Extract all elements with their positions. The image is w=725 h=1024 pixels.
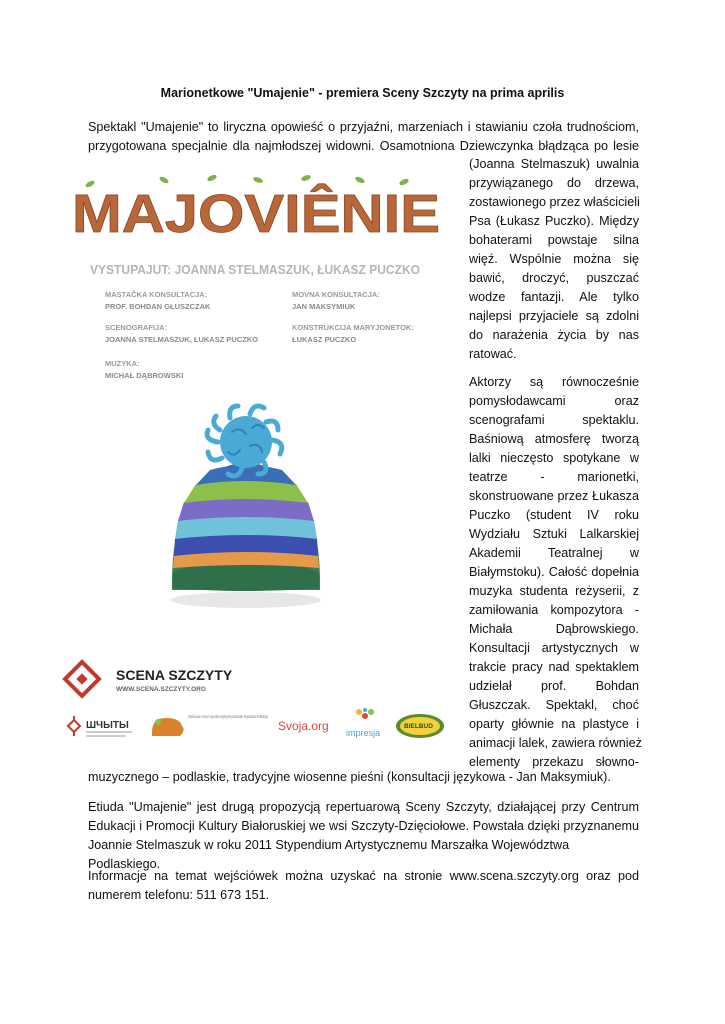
scena-url: WWW.SCENA.SZCZYTY.ORG xyxy=(116,686,206,693)
paragraph-3-line-2: Edukacji i Promocji Kultury Białoruskiej we wsi Szczyty-Dzięciołowe. Powstała dzięki przyznanemu xyxy=(88,819,639,833)
paragraph-3-line-3: Joannie Stelmaszuk w roku 2011 Stypendium Artystycznemu Marszałka Województwa Podlaskiego. xyxy=(88,838,570,871)
paragraph-4-line-1: Informacje na temat wejściówek można uzyskać na stronie www.scena.szczyty.org oraz pod xyxy=(88,869,639,883)
text-line: Konsultacji artystycznych w xyxy=(469,641,639,655)
text-line: (Joanna Stelmaszuk) uwalnia xyxy=(469,157,639,171)
right-column-paragraph-1 xyxy=(469,155,639,364)
credit-name: PROF. BOHDAN GŁUSZCZAK xyxy=(105,302,211,311)
text-line: elementy przekazu słowno- xyxy=(469,755,639,769)
text-line: przywiązanego do drzewa, xyxy=(469,176,639,190)
sponsor-impresja: impresja xyxy=(346,728,381,738)
text-line: zamiłowania kompozytora - xyxy=(469,603,639,617)
text-line: Michała Dąbrowskiego. xyxy=(469,622,639,636)
sponsor-stypendium: Zrealizowane w ramach stypendium artystycznego Marszałka Województwa Podlaskiego xyxy=(188,714,269,719)
text-line: animacji lalek, zawiera również xyxy=(469,736,642,750)
sponsor-bielbud: BIELBUD xyxy=(404,723,433,730)
text-line: najlepsi przyjaciele są zdolni xyxy=(469,309,639,323)
credit-role: MUZYKA: xyxy=(105,359,140,368)
text-line: bawić, droczyć, puszczać xyxy=(469,271,639,285)
text-line: Wydziału Sztuki Lalkarskiej xyxy=(469,527,639,541)
poster-performers: VYSTUPAJUT: JOANNA STELMASZUK, ŁUKASZ PUCZKO xyxy=(90,263,421,277)
text-line: scenografami spektaklu. xyxy=(469,413,639,427)
text-line: udzielał prof. Bohdan xyxy=(469,679,639,693)
intro-line-2: przygotowana specjalnie dla najmłodszej widowni. Osamotniona Dziewczynka błądząca po lesie xyxy=(88,139,639,153)
credit-name: MICHAŁ DĄBROWSKI xyxy=(105,371,184,380)
text-line: lalki nieczęsto spotykane w xyxy=(469,451,639,465)
credit-role: MOVNA KONSULTACJA: xyxy=(292,290,380,299)
text-line: więź. Wspólnie można się xyxy=(469,252,639,266)
text-line: Baśniową atmosferę tworzą xyxy=(469,432,639,446)
bielbud-logo xyxy=(396,714,444,738)
sponsor-logos xyxy=(68,708,444,738)
text-line: Psa (Łukasz Puczko). Między xyxy=(469,214,639,228)
impresja-logo xyxy=(346,708,380,738)
paragraph-4-line-2: numerem telefonu: 511 673 151. xyxy=(88,888,270,902)
credit-name: JOANNA STELMASZUK, ŁUKASZ PUCZKO xyxy=(105,335,259,344)
text-line: teatrze - marionetki, xyxy=(469,470,639,484)
text-line: do narażenia życia by nas xyxy=(469,328,639,342)
sponsor-svoja: Svoja.org xyxy=(278,719,329,733)
credit-name: JAN MAKSYMIUK xyxy=(292,302,356,311)
paragraph-3-line-1: Etiuda "Umajenie" jest drugą propozycją repertuarową Sceny Szczyty, działającej przy Centrum xyxy=(88,800,639,814)
knitted-hat-illustration xyxy=(171,406,321,608)
credit-role: MASTAČKA KONSULTACJA: xyxy=(105,290,208,299)
szczyty-center-logo xyxy=(68,716,132,737)
text-line: Akademii Teatralnej w xyxy=(469,546,639,560)
text-line: bohaterami powstaje silna xyxy=(469,233,639,247)
text-line: muzyka studenta reżyserii, z xyxy=(469,584,639,598)
text-line: ratować. xyxy=(469,347,517,361)
poster-logo: MAJOVIÊNIE xyxy=(72,184,406,244)
text-line: skonstruowane przez Łukasza xyxy=(469,489,639,503)
podlaskie-bison-logo xyxy=(152,714,268,736)
text-line: Puczko (student IV roku xyxy=(469,508,639,522)
text-line: Aktorzy są równocześnie xyxy=(469,375,639,389)
scena-szczyty-logo xyxy=(65,662,233,696)
text-line: Głuszczak. Spektakl, choć xyxy=(469,698,639,712)
text-line: zostawionego przez właścicieli xyxy=(469,195,640,209)
intro-line-1: Spektakl "Umajenie" to liryczna opowieść o przyjaźni, marzeniach i stawianiu czoła trudnościom, xyxy=(88,120,639,134)
poster-image xyxy=(60,170,455,750)
text-line: oparty głównie na plastyce i xyxy=(469,717,639,731)
scena-name: SCENA SZCZYTY xyxy=(116,667,233,683)
text-line: trakcie pracy nad spektaklem xyxy=(469,660,639,674)
credit-role: KONSTRUKCIJA MARYJONETOK: xyxy=(292,323,414,332)
paragraph-2-tail: muzycznego – podlaskie, tradycyjne wiosenne pieśni (konsultacji językowa - Jan Maksymiuk). xyxy=(88,770,611,784)
credit-role: SCENOGRAFIJA: xyxy=(105,323,168,332)
credit-name: ŁUKASZ PUCZKO xyxy=(292,335,357,344)
text-line: pomysłodawcami oraz xyxy=(469,394,639,408)
document-title: Marionetkowe "Umajenie" - premiera Sceny Szczyty na prima aprilis xyxy=(160,86,565,100)
right-column-paragraph-2 xyxy=(469,373,642,772)
sponsor-szczyty: ШЧЫТЫ xyxy=(86,720,129,731)
text-line: wodze fantazji. Ale tylko xyxy=(469,290,639,304)
text-line: Białymstoku). Całość dopełnia xyxy=(469,565,639,579)
